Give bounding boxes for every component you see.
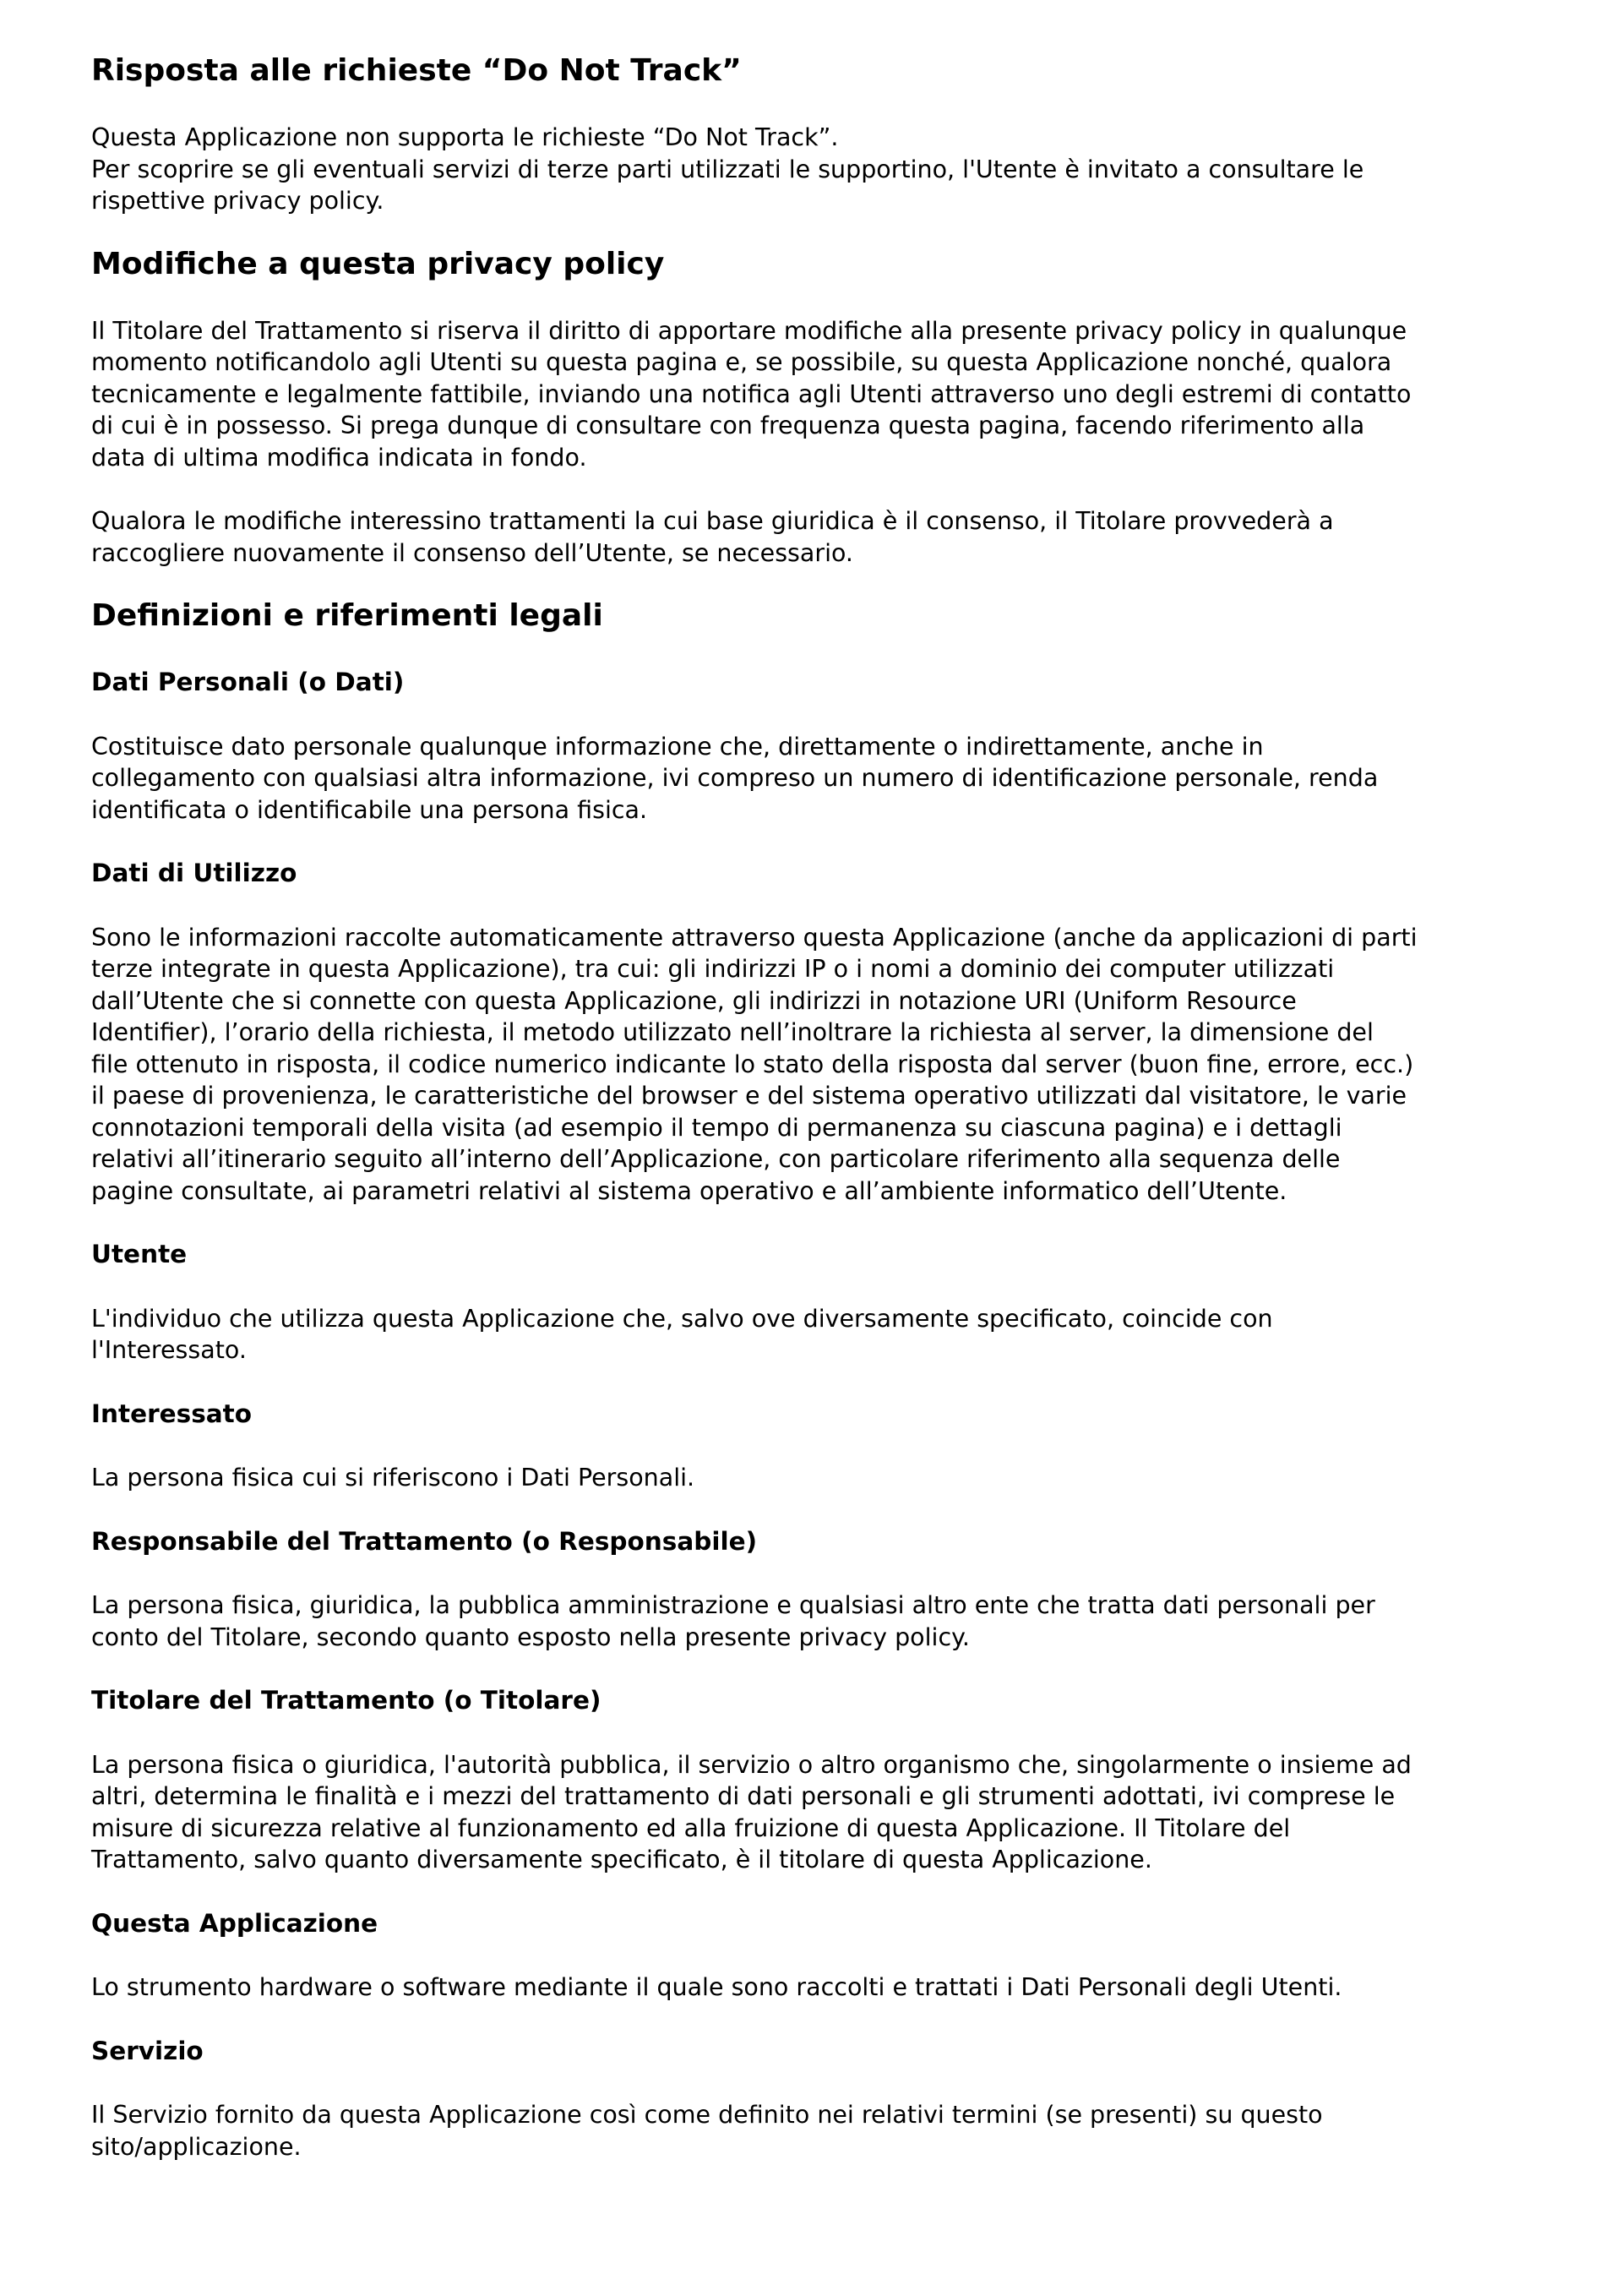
definition-item (91, 1239, 1565, 1366)
definition-text: Lo strumento hardware o software mediante il quale sono raccolti e trattati i Dati Personali degli Utenti. (91, 1973, 1342, 2001)
section-heading: Modifiche a questa privacy policy (91, 246, 665, 281)
definition-text: Il Servizio fornito da questa Applicazione così come definito nei relativi termini (se presenti) su questo sito/applicazione. (91, 2101, 1323, 2161)
document-body (91, 52, 1565, 2162)
definition-item (91, 1526, 1565, 1654)
definition-item (91, 858, 1565, 1207)
definition-term: Servizio (91, 2036, 204, 2065)
definition-term: Questa Applicazione (91, 1908, 378, 1938)
section-policy-changes (91, 246, 1565, 570)
definition-term: Titolare del Trattamento (o Titolare) (91, 1686, 601, 1715)
definition-text: La persona fisica o giuridica, l'autorità pubblica, il servizio o altro organismo che, singolarmente o insieme ad altri, determina le finalità e i mezzi del trattamento di dati personali e gli strumenti adottati, ivi comprese le misure di sicurezza relative al funzionamento ed alla fruizione di questa Applicazione. Il Titolare del Trattamento, salvo quanto diversamente specificato, è il titolare di questa Applicazione. (91, 1750, 1412, 1873)
definition-item (91, 667, 1565, 826)
definition-term: Dati di Utilizzo (91, 859, 297, 887)
definition-text: La persona fisica cui si riferiscono i Dati Personali. (91, 1464, 695, 1492)
definition-item (91, 1685, 1565, 1876)
definition-term: Dati Personali (o Dati) (91, 668, 405, 696)
section-heading: Definizioni e riferimenti legali (91, 598, 603, 633)
definition-term: Responsabile del Trattamento (o Responsabile) (91, 1526, 758, 1556)
definition-text: L'individuo che utilizza questa Applicazione che, salvo ove diversamente specificato, coincide con l'Interessato. (91, 1304, 1273, 1364)
paragraph: Questa Applicazione non supporta le richieste “Do Not Track”. Per scoprire se gli eventuali servizi di terze parti utilizzati le supportino, l'Utente è invitato a consultare le rispettive privacy policy. (91, 123, 1364, 215)
definition-text: La persona fisica, giuridica, la pubblica amministrazione e qualsiasi altro ente che tratta dati personali per conto del Titolare, secondo quanto esposto nella presente privacy policy. (91, 1591, 1375, 1651)
section-definitions (91, 597, 1565, 2162)
definition-term: Utente (91, 1240, 188, 1268)
paragraph: Qualora le modifiche interessino trattamenti la cui base giuridica è il consenso, il Titolare provvederà a raccogliere nuovamente il consenso dell’Utente, se necessario. (91, 507, 1334, 567)
definition-text: Costituisce dato personale qualunque informazione che, direttamente o indirettamente, anche in collegamento con qualsiasi altra informazione, ivi compreso un numero di identificazione personale, renda identificata o identificabile una persona fisica. (91, 732, 1379, 824)
paragraph: Il Titolare del Trattamento si riserva il diritto di apportare modifiche alla presente privacy policy in qualunque momento notificandolo agli Utenti su questa pagina e, se possibile, su questa Applicazione nonché, qualora tecnicamente e legalmente fattibile, inviando una notifica agli Utenti attraverso uno degli estremi di contatto di cui è in possesso. Si prega dunque di consultare con frequenza questa pagina, facendo riferimento alla data di ultima modifica indicata in fondo. (91, 316, 1412, 472)
definition-term: Interessato (91, 1399, 253, 1428)
definition-item (91, 1399, 1565, 1494)
definition-text: Sono le informazioni raccolte automaticamente attraverso questa Applicazione (anche da applicazioni di parti terze integrate in questa Applicazione), tra cui: gli indirizzi IP o i nomi a dominio dei computer utilizzati dall’Utente che si connette con questa Applicazione, gli indirizzi in notazione URI (Uniform Resource Identifier), l’orario della richiesta, il metodo utilizzato nell’inoltrare la richiesta al server, la dimensione del file ottenuto in risposta, il codice numerico indicante lo stato della risposta dal server (buon fine, errore, ecc.) il paese di provenienza, le caratteristiche del browser e del sistema operativo utilizzati dal visitatore, le varie connotazioni temporali della visita (ad esempio il tempo di permanenza su ciascuna pagina) e i dettagli relativi all’itinerario seguito all’interno dell’Applicazione, con particolare riferimento alla sequenza delle pagine consultate, ai parametri relativi al sistema operativo e all’ambiente informatico dell’Utente. (91, 923, 1418, 1205)
definition-item (91, 1908, 1565, 2004)
section-heading: Risposta alle richieste “Do Not Track” (91, 53, 742, 88)
section-do-not-track (91, 52, 1565, 217)
definition-item (91, 2036, 1565, 2163)
